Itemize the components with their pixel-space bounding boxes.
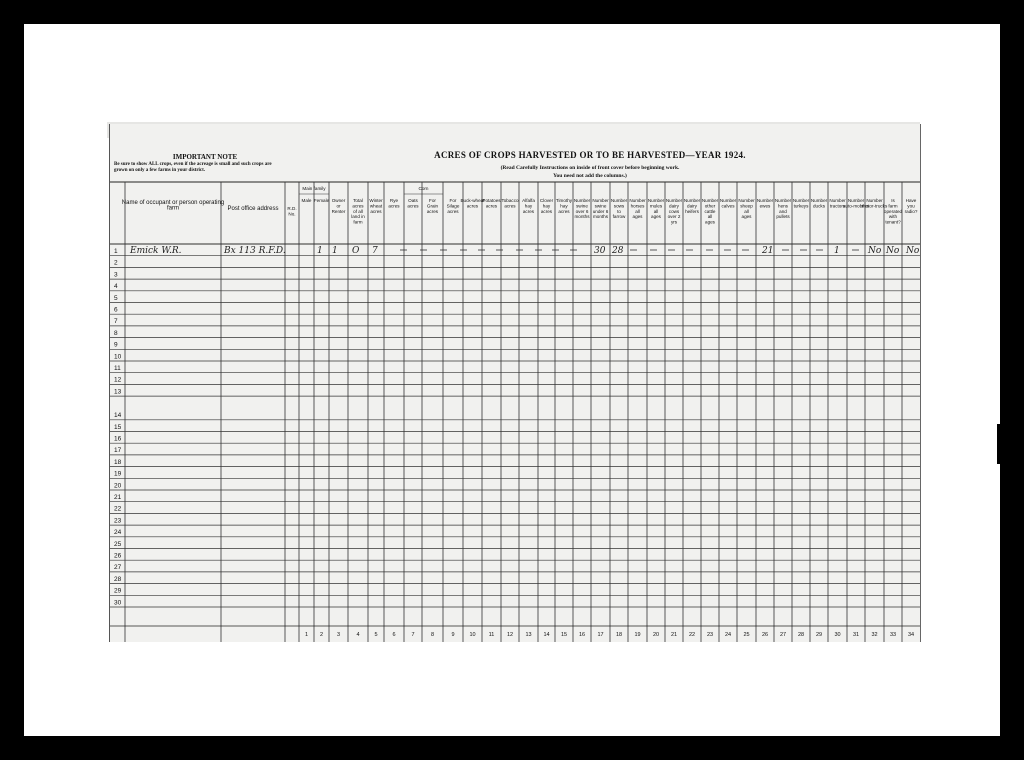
footer-column-number: 1 bbox=[304, 632, 309, 638]
row-number-11: 11 bbox=[114, 365, 121, 372]
row-number-2: 2 bbox=[114, 259, 118, 267]
header-column: Number calves bbox=[719, 198, 737, 209]
entry-answer-2: No bbox=[886, 246, 900, 256]
footer-column-number: 11 bbox=[488, 632, 495, 638]
header-column: Winter wheat acres bbox=[369, 198, 383, 214]
entry-swine: 30 bbox=[594, 246, 606, 256]
row-number-22: 22 bbox=[114, 505, 122, 513]
footer-column-number: 4 bbox=[356, 632, 360, 638]
header-column: Potatoes acres bbox=[482, 198, 501, 209]
row-number-27: 27 bbox=[114, 564, 122, 572]
header-column: Number mules all ages bbox=[647, 198, 665, 220]
footer-column-number: 18 bbox=[615, 632, 623, 638]
entry-female: 1 bbox=[332, 246, 338, 256]
header-column: Number sows to farrow bbox=[610, 198, 628, 220]
header-column: Number dairy heifers bbox=[683, 198, 701, 214]
subtitle-line-1: (Read Carefully Instructions on inside of front cover before beginning work. bbox=[500, 165, 680, 171]
footer-column-number: 16 bbox=[578, 632, 586, 638]
header-address: Post office address bbox=[227, 206, 279, 212]
scan-edge-mark bbox=[997, 424, 1000, 464]
row-number-20: 20 bbox=[114, 482, 122, 490]
header-column: Number swine under 6 months bbox=[592, 198, 609, 220]
footer-column-number: 6 bbox=[392, 632, 396, 638]
row-number-15: 15 bbox=[114, 423, 122, 431]
row-number-13: 13 bbox=[114, 388, 122, 396]
row-number-12: 12 bbox=[114, 376, 122, 384]
census-form bbox=[109, 124, 921, 642]
header-column: Rye acres bbox=[388, 198, 400, 209]
header-column: For Silage acres bbox=[446, 198, 460, 214]
footer-column-number: 26 bbox=[761, 632, 769, 638]
footer-column-number: 31 bbox=[852, 632, 860, 638]
footer-column-number: 32 bbox=[871, 632, 878, 638]
note-text: Be sure to show ALL crops, even if the acreage is small and such crops are grown on only a few farms in your district. bbox=[114, 162, 272, 173]
entry-hens: 21 bbox=[762, 246, 774, 256]
header-column: Total acres of all land in farm bbox=[351, 198, 365, 225]
header-column: Number motor-trucks bbox=[861, 198, 888, 209]
header-column: Owner or Renter bbox=[331, 198, 346, 214]
header-column: Female bbox=[313, 198, 330, 203]
page-sheet bbox=[24, 24, 1000, 736]
entry-total-acres: 7 bbox=[372, 246, 378, 256]
footer-column-number: 2 bbox=[319, 632, 324, 638]
row-number-21: 21 bbox=[114, 494, 122, 501]
header-column: Number turkeys bbox=[792, 198, 810, 209]
header-column: Number horses all ages bbox=[629, 198, 646, 220]
footer-column-number: 5 bbox=[374, 632, 378, 638]
row-number-25: 25 bbox=[114, 540, 122, 548]
footer-column-number: 13 bbox=[525, 632, 532, 638]
header-column: Is farm operated with tenant? bbox=[883, 198, 903, 225]
footer-column-number: 3 bbox=[336, 632, 341, 638]
row-number-8: 8 bbox=[114, 329, 118, 337]
row-number-10: 10 bbox=[114, 353, 122, 361]
subtitle-line-2: You need not add the columns.) bbox=[553, 173, 627, 179]
header-column: Number tractors bbox=[829, 198, 846, 209]
header-column: Male bbox=[301, 198, 312, 203]
row-number-30: 30 bbox=[114, 599, 122, 607]
entry-owner: O bbox=[352, 246, 360, 256]
footer-column-number: 25 bbox=[743, 632, 750, 638]
form-grid bbox=[110, 124, 920, 642]
row-number-5: 5 bbox=[114, 294, 118, 302]
entry-swine-under: 28 bbox=[612, 246, 624, 256]
footer-column-number: 20 bbox=[652, 632, 660, 638]
note-heading: IMPORTANT NOTE bbox=[172, 153, 238, 161]
header-column: Buck-wheat acres bbox=[460, 198, 485, 209]
footer-column-number: 10 bbox=[469, 632, 476, 638]
entry-autos: 1 bbox=[834, 246, 840, 256]
row-number-24: 24 bbox=[114, 529, 122, 537]
footer-column-number: 33 bbox=[889, 632, 897, 638]
row-number-7: 7 bbox=[114, 318, 118, 326]
header-main-family: Main family bbox=[302, 186, 326, 191]
footer-column-number: 17 bbox=[597, 632, 604, 638]
header-column: Number hens and pullets bbox=[774, 198, 792, 220]
row-number-26: 26 bbox=[114, 552, 122, 560]
footer-column-number: 19 bbox=[634, 632, 641, 638]
row-number-23: 23 bbox=[114, 517, 122, 525]
row-number-9: 9 bbox=[114, 341, 118, 349]
row-number-6: 6 bbox=[114, 306, 118, 314]
header-column: Oats acres bbox=[407, 198, 419, 209]
footer-column-number: 8 bbox=[430, 632, 435, 638]
row-number-28: 28 bbox=[114, 575, 122, 583]
footer-column-number: 14 bbox=[543, 632, 550, 638]
footer-column-number: 21 bbox=[670, 632, 678, 638]
header-column: Have you radio? bbox=[904, 198, 918, 214]
header-column: Tobacco acres bbox=[501, 198, 519, 209]
row-number-17: 17 bbox=[114, 447, 122, 455]
footer-column-number: 9 bbox=[451, 632, 455, 638]
footer-column-number: 7 bbox=[411, 632, 415, 638]
footer-column-number: 12 bbox=[506, 632, 514, 638]
footer-column-number: 23 bbox=[706, 632, 714, 638]
footer-column-number: 30 bbox=[834, 632, 841, 638]
footer-column-number: 22 bbox=[688, 632, 696, 638]
entry-answer-1: No bbox=[868, 246, 882, 256]
entry-address: Bx 113 R.F.D. bbox=[224, 246, 286, 256]
footer-column-number: 15 bbox=[560, 632, 568, 638]
footer-column-number: 29 bbox=[815, 632, 823, 638]
row-number-1: 1 bbox=[114, 248, 118, 255]
header-rd-no: R.D. No. bbox=[287, 206, 297, 217]
header-column: Number dairy cows over 2 yrs bbox=[665, 198, 683, 225]
header-column: Timothy hay acres bbox=[555, 198, 573, 214]
footer-column-number: 28 bbox=[797, 632, 805, 638]
entry-name: Emick W.R. bbox=[130, 246, 182, 256]
header-column: Number ewes bbox=[756, 198, 774, 209]
header-column: Number swine over 6 months bbox=[573, 198, 591, 220]
header-column: For Grain acres bbox=[426, 198, 439, 214]
row-number-4: 4 bbox=[114, 283, 118, 291]
footer-column-number: 34 bbox=[907, 632, 915, 638]
footer-column-number: 27 bbox=[779, 632, 787, 638]
row-number-3: 3 bbox=[114, 271, 118, 279]
row-number-19: 19 bbox=[114, 470, 122, 478]
header-column: Alfalfa hay acres bbox=[522, 198, 535, 214]
header-column: Number ducks bbox=[810, 198, 828, 209]
header-column: Number sheep all ages bbox=[738, 198, 755, 220]
form-title: ACRES OF CROPS HARVESTED OR TO BE HARVESTED—YEAR 1924. bbox=[434, 150, 746, 160]
row-number-14: 14 bbox=[114, 412, 122, 420]
entry-answer-3: No bbox=[906, 246, 920, 256]
header-column: Number auto-mobiles bbox=[842, 198, 870, 209]
row-number-18: 18 bbox=[114, 458, 122, 466]
header-name: Name of occupant or person operating farm bbox=[121, 200, 225, 212]
entry-male: 1 bbox=[317, 246, 323, 256]
header-column: Clover hay acres bbox=[539, 198, 554, 214]
footer-column-number: 24 bbox=[724, 632, 732, 638]
header-corn: Corn bbox=[418, 186, 429, 191]
header-column: Number other cattle all ages bbox=[701, 198, 719, 225]
row-number-16: 16 bbox=[114, 435, 122, 443]
row-number-29: 29 bbox=[114, 587, 122, 595]
